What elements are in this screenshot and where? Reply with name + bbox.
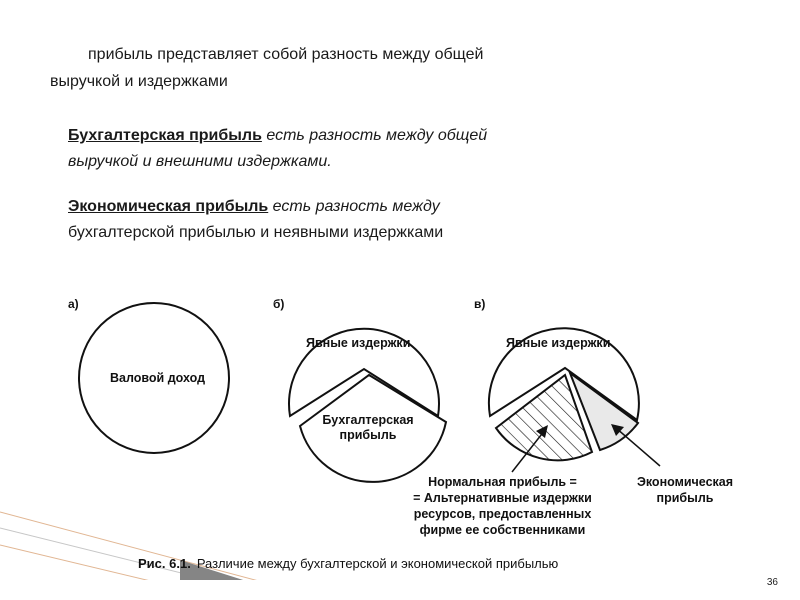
label-normal-profit (390, 474, 615, 538)
caption-number: Рис. 6.1. (138, 556, 191, 571)
caption-text: Различие между бухгалтерской и экономической прибылью (196, 556, 559, 571)
normal-profit-line-2: = Альтернативные издержки (413, 491, 592, 505)
economic-profit-line-2: прибыль (656, 491, 714, 505)
normal-profit-line-3: ресурсов, предоставленных (413, 507, 592, 521)
label-economic-profit (620, 474, 750, 506)
definition-economic-profit (68, 194, 628, 246)
label-gross-income: Валовой доход (110, 371, 206, 385)
figure-label-c: в) (474, 297, 486, 311)
definition-text-1a: есть разность между общей (261, 127, 488, 144)
intro-line-2: выручкой и издержками (50, 73, 228, 90)
definition-accounting-profit (68, 123, 628, 175)
figure-caption (138, 556, 558, 571)
definition-text-2b: бухгалтерской прибылью и неявными издержками (68, 224, 444, 241)
label-accounting-profit (318, 413, 418, 443)
intro-paragraph (50, 41, 610, 95)
economic-profit-line-1: Экономическая (636, 475, 734, 489)
term-accounting-profit: Бухгалтерская прибыль (68, 127, 262, 144)
figure-label-b: б) (273, 297, 285, 311)
intro-line-1: прибыль представляет собой разность между общей (88, 46, 484, 63)
normal-profit-line-4: фирме ее собственниками (419, 523, 586, 537)
arrow-economic-profit (616, 428, 660, 466)
label-explicit-costs-b: Явные издержки (306, 336, 411, 350)
normal-profit-line-1: Нормальная прибыль = (428, 475, 577, 489)
definition-text-1b: выручкой и внешними издержками. (68, 153, 332, 170)
definition-text-2a: есть разность между (268, 198, 440, 215)
label-explicit-costs-c: Явные издержки (506, 336, 611, 350)
label-accounting-profit-1: Бухгалтерская (322, 413, 414, 427)
page-number: 36 (766, 577, 778, 588)
figure-label-a: а) (68, 297, 79, 311)
label-accounting-profit-2: прибыль (339, 428, 397, 442)
term-economic-profit: Экономическая прибыль (68, 198, 269, 215)
